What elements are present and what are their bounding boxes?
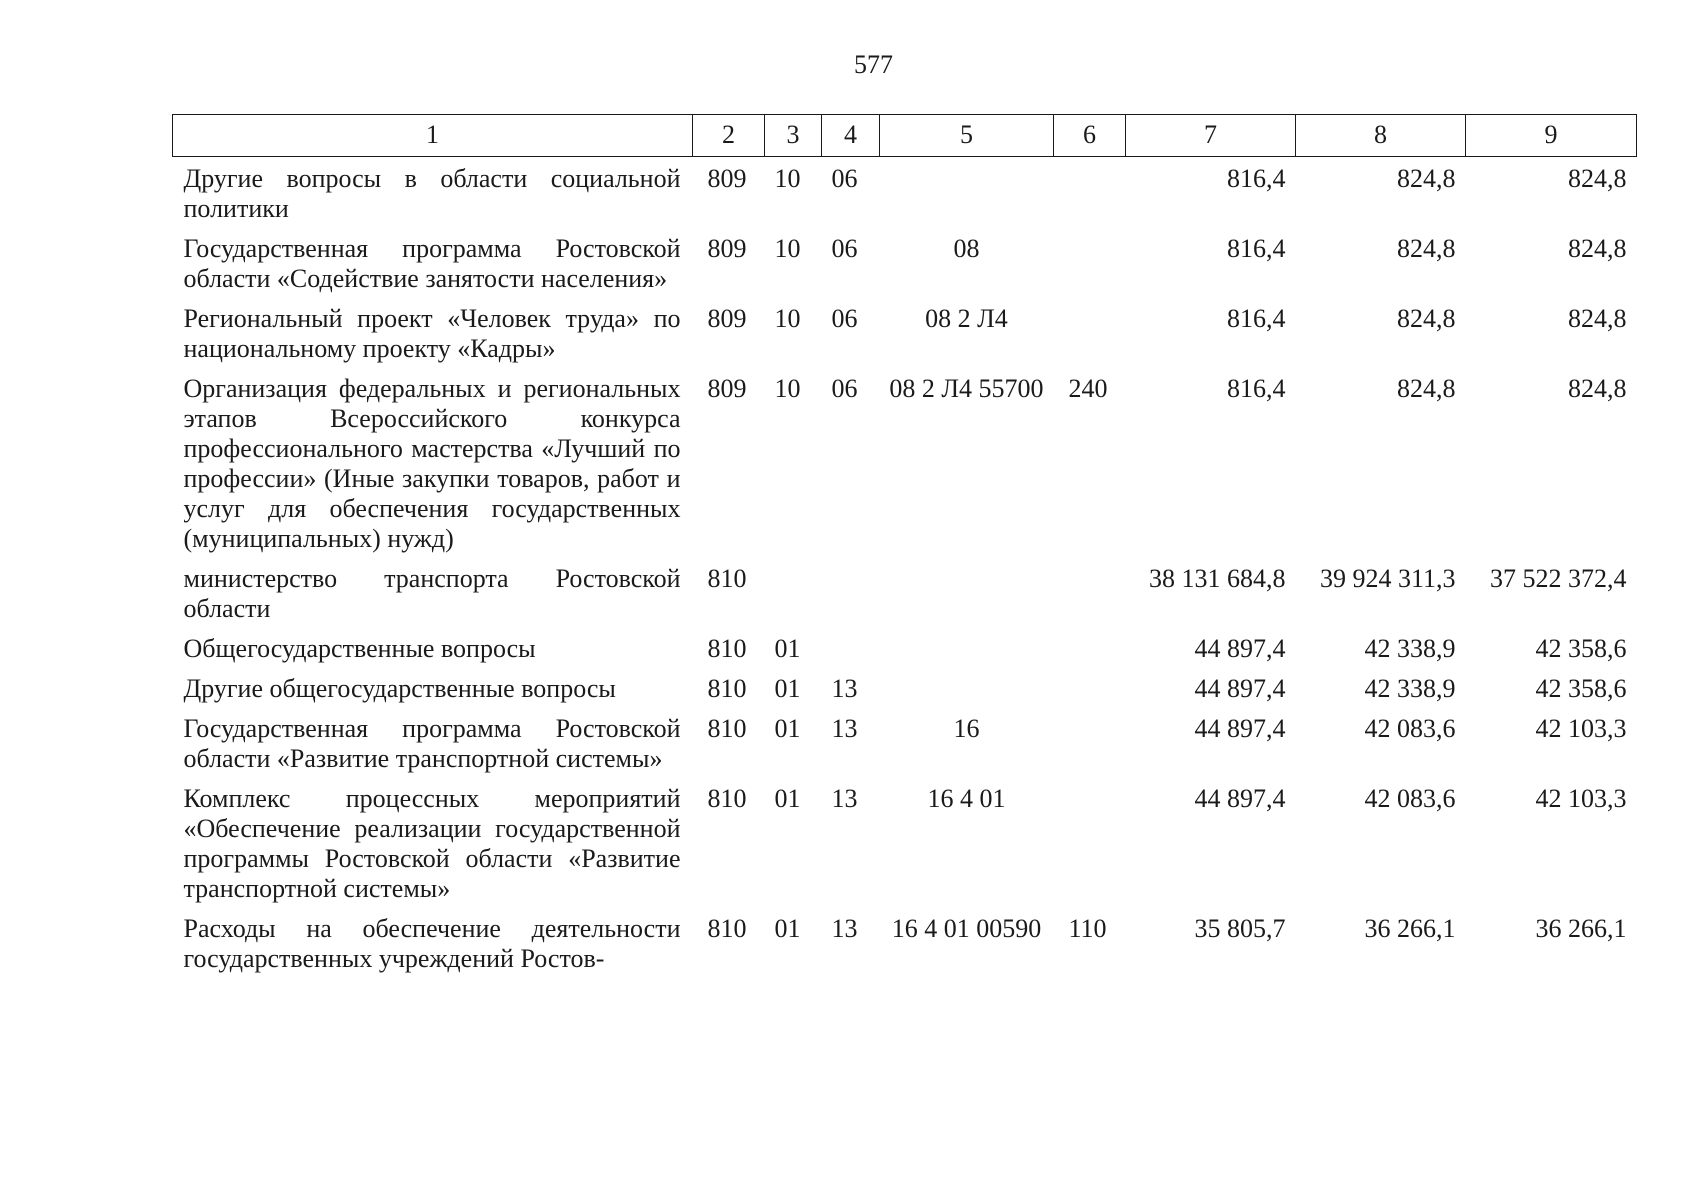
row-expense-type: 110 bbox=[1068, 914, 1107, 943]
row-amount-col9: 37 522 372,4 bbox=[1490, 564, 1627, 593]
row-target-article: 08 bbox=[953, 234, 980, 263]
row-ministry-code: 809 bbox=[707, 164, 747, 193]
row-amount-col8: 824,8 bbox=[1397, 304, 1456, 333]
row-section-code: 10 bbox=[774, 304, 801, 333]
row-expense-type bbox=[1054, 784, 1126, 914]
row-expense-type bbox=[1054, 714, 1126, 784]
row-amount-col7: 816,4 bbox=[1227, 304, 1286, 333]
row-ministry-code: 809 bbox=[707, 304, 747, 333]
row-expense-type: 240 bbox=[1068, 374, 1108, 403]
row-name: Региональный проект «Человек труда» по национальному проекту «Кадры» bbox=[183, 304, 681, 363]
table-row bbox=[173, 304, 1637, 374]
row-section-code: 01 bbox=[774, 714, 801, 743]
table-row bbox=[173, 374, 1637, 564]
row-ministry-code: 809 bbox=[707, 374, 747, 403]
row-amount-col7: 35 805,7 bbox=[1194, 914, 1286, 943]
header-row bbox=[173, 115, 1637, 157]
row-amount-col8: 42 083,6 bbox=[1364, 784, 1456, 813]
row-amount-col8: 42 083,6 bbox=[1364, 714, 1456, 743]
row-subsection-code: 06 bbox=[831, 304, 858, 333]
row-section-code: 10 bbox=[774, 234, 801, 263]
row-section-code: 10 bbox=[774, 374, 801, 403]
page-number: 577 bbox=[854, 50, 893, 79]
row-ministry-code: 810 bbox=[707, 674, 747, 703]
row-target-article: 16 4 01 bbox=[927, 784, 1006, 813]
row-expense-type bbox=[1054, 564, 1126, 634]
row-expense-type bbox=[1054, 304, 1126, 374]
row-amount-col9: 824,8 bbox=[1568, 304, 1627, 333]
row-amount-col8: 824,8 bbox=[1397, 374, 1456, 403]
column-header-4: 4 bbox=[822, 115, 880, 157]
budget-table bbox=[172, 114, 1637, 984]
column-header-8: 8 bbox=[1296, 115, 1466, 157]
column-header-3: 3 bbox=[765, 115, 822, 157]
column-header-6: 6 bbox=[1054, 115, 1126, 157]
row-amount-col8: 824,8 bbox=[1397, 164, 1456, 193]
column-header-1: 1 bbox=[173, 115, 693, 157]
row-target-article bbox=[880, 564, 1054, 634]
row-ministry-code: 809 bbox=[707, 234, 747, 263]
row-amount-col7: 44 897,4 bbox=[1194, 634, 1286, 663]
row-amount-col8: 824,8 bbox=[1397, 234, 1456, 263]
row-ministry-code: 810 bbox=[707, 914, 747, 943]
row-amount-col8: 42 338,9 bbox=[1364, 634, 1456, 663]
row-name: Государственная программа Ростовской области «Развитие транспортной системы» bbox=[183, 714, 681, 773]
table-row bbox=[173, 674, 1637, 714]
row-name: Государственная программа Ростовской области «Содействие занятости населения» bbox=[183, 234, 681, 293]
table-row bbox=[173, 234, 1637, 304]
row-subsection-code bbox=[822, 634, 880, 674]
row-expense-type bbox=[1054, 634, 1126, 674]
row-expense-type bbox=[1054, 674, 1126, 714]
row-amount-col7: 816,4 bbox=[1227, 234, 1286, 263]
row-name: Комплекс процессных мероприятий «Обеспечение реализации государственной программы Ростовской области «Развитие транспортной системы» bbox=[183, 784, 681, 903]
row-amount-col8: 42 338,9 bbox=[1364, 674, 1456, 703]
row-amount-col8: 39 924 311,3 bbox=[1319, 564, 1456, 593]
row-amount-col9: 824,8 bbox=[1568, 234, 1627, 263]
column-header-7: 7 bbox=[1126, 115, 1296, 157]
row-name: Организация федеральных и региональных этапов Всероссийского конкурса профессионального мастерства «Лучший по профессии» (Иные закупки товаров, работ и услуг для обеспечения государственных (муниципальных) нужд) bbox=[183, 374, 681, 553]
row-name: министерство транспорта Ростовской области bbox=[183, 564, 681, 623]
row-amount-col9: 42 103,3 bbox=[1535, 714, 1627, 743]
table-row bbox=[173, 714, 1637, 784]
row-amount-col7: 816,4 bbox=[1227, 374, 1286, 403]
table-header bbox=[173, 115, 1637, 157]
row-expense-type bbox=[1054, 157, 1126, 235]
table-row bbox=[173, 564, 1637, 634]
row-amount-col7: 44 897,4 bbox=[1194, 784, 1286, 813]
column-header-2: 2 bbox=[693, 115, 765, 157]
column-header-5: 5 bbox=[880, 115, 1054, 157]
row-subsection-code: 06 bbox=[831, 374, 858, 403]
row-amount-col7: 816,4 bbox=[1227, 164, 1286, 193]
row-ministry-code: 810 bbox=[707, 634, 747, 663]
row-amount-col9: 824,8 bbox=[1568, 164, 1627, 193]
table-row bbox=[173, 914, 1637, 984]
row-subsection-code: 13 bbox=[831, 914, 858, 943]
row-amount-col8: 36 266,1 bbox=[1364, 914, 1456, 943]
row-name: Общегосударственные вопросы bbox=[183, 634, 536, 663]
row-target-article: 16 bbox=[953, 714, 980, 743]
row-target-article: 08 2 Л4 bbox=[925, 304, 1008, 333]
row-target-article: 16 4 01 00590 bbox=[891, 914, 1042, 943]
table-row bbox=[173, 157, 1637, 235]
row-amount-col9: 42 358,6 bbox=[1535, 674, 1627, 703]
row-ministry-code: 810 bbox=[707, 714, 747, 743]
row-ministry-code: 810 bbox=[707, 784, 747, 813]
row-subsection-code: 06 bbox=[831, 164, 858, 193]
row-section-code: 01 bbox=[774, 914, 801, 943]
table-body bbox=[173, 157, 1637, 985]
row-section-code: 01 bbox=[774, 784, 801, 813]
row-amount-col9: 42 103,3 bbox=[1535, 784, 1627, 813]
row-section-code bbox=[765, 564, 822, 634]
row-section-code: 01 bbox=[774, 674, 801, 703]
table-row bbox=[173, 784, 1637, 914]
row-name: Другие вопросы в области социальной политики bbox=[183, 164, 681, 223]
row-subsection-code: 06 bbox=[831, 234, 858, 263]
table-row bbox=[173, 634, 1637, 674]
row-subsection-code: 13 bbox=[831, 784, 858, 813]
row-subsection-code: 13 bbox=[831, 714, 858, 743]
row-section-code: 10 bbox=[774, 164, 801, 193]
row-target-article bbox=[880, 634, 1054, 674]
row-expense-type bbox=[1054, 234, 1126, 304]
row-amount-col7: 44 897,4 bbox=[1194, 714, 1286, 743]
row-name: Расходы на обеспечение деятельности государственных учреждений Ростов- bbox=[183, 914, 681, 973]
row-amount-col7: 38 131 684,8 bbox=[1149, 564, 1286, 593]
row-subsection-code bbox=[822, 564, 880, 634]
row-target-article: 08 2 Л4 55700 bbox=[889, 374, 1044, 403]
row-amount-col9: 824,8 bbox=[1568, 374, 1627, 403]
row-section-code: 01 bbox=[774, 634, 801, 663]
row-name: Другие общегосударственные вопросы bbox=[183, 674, 616, 703]
row-ministry-code: 810 bbox=[707, 564, 747, 593]
row-target-article bbox=[880, 674, 1054, 714]
row-amount-col7: 44 897,4 bbox=[1194, 674, 1286, 703]
row-amount-col9: 36 266,1 bbox=[1535, 914, 1627, 943]
row-subsection-code: 13 bbox=[831, 674, 858, 703]
row-amount-col9: 42 358,6 bbox=[1535, 634, 1627, 663]
column-header-9: 9 bbox=[1466, 115, 1637, 157]
row-target-article bbox=[880, 157, 1054, 235]
